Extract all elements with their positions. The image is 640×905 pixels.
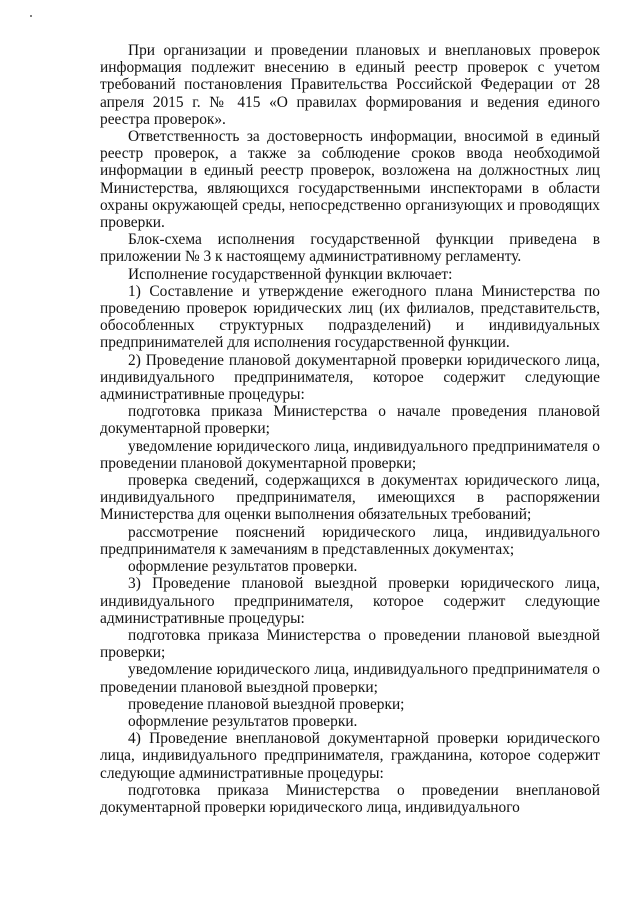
procedure-item: проведение плановой выездной проверки; — [128, 695, 405, 713]
procedure-item: уведомление юридического лица, индивидуального предпринимателя о проведении плановой документарной проверки; — [100, 437, 600, 472]
paragraph-responsibility: Ответственность за достоверность информации, вносимой в единый реестр проверок, а также за соблюдение сроков ввода необходимой информации в единый реестр проверок, возложена на должностных лиц Министерства, являющихся государственными инспекторами в области охраны окружающей среды, непосредственно организующих и проводящих проверки. — [100, 128, 600, 232]
paragraph-registry-entry: При организации и проведении плановых и внеплановых проверок информация подлежит внесению в единый реестр проверок с учетом требований постановления Правительства Российской Федерации от 28 апреля 2015 г. № 415 «О правилах формирования и ведения единого реестра проверок». — [100, 42, 600, 128]
document-body — [100, 42, 600, 816]
list-item-planned-field-check: 3) Проведение плановой выездной проверки юридического лица, индивидуального предпринимателя, которое содержит следующие административные процедуры: — [100, 575, 600, 627]
procedure-item: подготовка приказа Министерства о начале проведения плановой документарной проверки; — [100, 403, 600, 438]
procedure-item: оформление результатов проверки. — [128, 712, 358, 730]
scan-speck — [30, 15, 32, 17]
list-item-planned-documentary-check: 2) Проведение плановой документарной проверки юридического лица, индивидуального предпринимателя, которое содержит следующие административные процедуры: — [100, 351, 600, 404]
procedure-item: оформление результатов проверки. — [128, 558, 358, 576]
procedure-item: рассмотрение пояснений юридического лица, индивидуального предпринимателя к замечаниям в представленных документах; — [100, 523, 600, 558]
list-item-annual-plan: 1) Составление и утверждение ежегодного плана Министерства по проведению проверок юридических лиц (их филиалов, представительств, обособленных структурных подразделений) и индивидуальных предпринимателей для исполнения государственной функции. — [100, 282, 600, 352]
paragraph-function-includes: Исполнение государственной функции включает: — [128, 265, 453, 283]
procedure-item: проверка сведений, содержащихся в документах юридического лица, индивидуального предпринимателя, имеющихся в распоряжении Министерства для оценки выполнения обязательных требований; — [100, 472, 600, 524]
list-item-unplanned-documentary-check: 4) Проведение внеплановой документарной проверки юридического лица, индивидуального предпринимателя, гражданина, которое содержит следующие административные процедуры: — [100, 730, 600, 782]
procedure-item: уведомление юридического лица, индивидуального предпринимателя о проведении плановой выездной проверки; — [100, 661, 600, 696]
procedure-item: подготовка приказа Министерства о проведении плановой выездной проверки; — [100, 626, 600, 662]
paragraph-flowchart-reference: Блок-схема исполнения государственной функции приведена в приложении № 3 к настоящему административному регламенту. — [100, 231, 600, 266]
procedure-item: подготовка приказа Министерства о проведении внеплановой документарной проверки юридического лица, индивидуального — [100, 781, 600, 816]
